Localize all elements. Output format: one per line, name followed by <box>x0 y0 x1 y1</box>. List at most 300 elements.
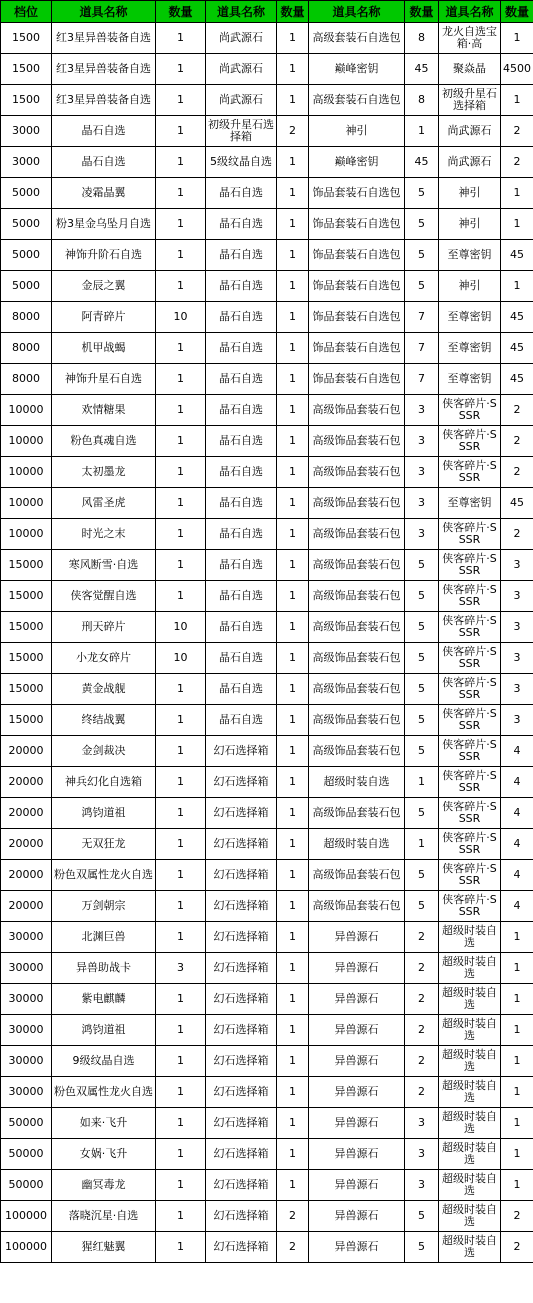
item-name-cell: 神引 <box>439 271 501 302</box>
quantity-cell: 4500 <box>501 54 533 85</box>
item-name-cell: 幻石选择箱 <box>206 860 277 891</box>
quantity-cell: 1 <box>277 178 309 209</box>
quantity-cell: 1 <box>277 860 309 891</box>
item-name-cell: 高级饰品套装石包 <box>309 705 405 736</box>
item-name-cell: 超级时装自选 <box>439 1046 501 1077</box>
quantity-cell: 2 <box>405 984 439 1015</box>
tier-cell: 30000 <box>1 1046 52 1077</box>
tier-cell: 15000 <box>1 612 52 643</box>
quantity-cell: 3 <box>501 705 533 736</box>
quantity-cell: 1 <box>501 209 533 240</box>
quantity-cell: 1 <box>156 457 206 488</box>
header-row <box>1 1 533 23</box>
item-name-cell: 侠客碎片·SSSR <box>439 860 501 891</box>
quantity-cell: 45 <box>501 240 533 271</box>
item-name-cell: 超级时装自选 <box>439 1232 501 1263</box>
tier-cell: 8000 <box>1 364 52 395</box>
item-name-cell: 高级饰品套装石包 <box>309 674 405 705</box>
item-name-cell: 高级饰品套装石包 <box>309 550 405 581</box>
quantity-cell: 8 <box>405 85 439 116</box>
item-name-cell: 幻石选择箱 <box>206 1108 277 1139</box>
table-row <box>1 1108 533 1139</box>
tier-cell: 50000 <box>1 1139 52 1170</box>
quantity-cell: 2 <box>277 1201 309 1232</box>
quantity-cell: 1 <box>277 488 309 519</box>
header-tier: 档位 <box>1 1 52 23</box>
quantity-cell: 1 <box>156 736 206 767</box>
quantity-cell: 5 <box>405 798 439 829</box>
item-name-cell: 粉色双属性龙火自选 <box>52 860 156 891</box>
quantity-cell: 3 <box>501 674 533 705</box>
quantity-cell: 1 <box>156 1201 206 1232</box>
tier-cell: 30000 <box>1 1077 52 1108</box>
quantity-cell: 5 <box>405 736 439 767</box>
tier-cell: 15000 <box>1 581 52 612</box>
quantity-cell: 10 <box>156 302 206 333</box>
tier-cell: 1500 <box>1 54 52 85</box>
header-item-name-1: 道具名称 <box>52 1 156 23</box>
item-name-cell: 幻石选择箱 <box>206 1015 277 1046</box>
item-name-cell: 晶石自选 <box>206 364 277 395</box>
quantity-cell: 1 <box>501 953 533 984</box>
table-row <box>1 488 533 519</box>
item-name-cell: 黄金战舰 <box>52 674 156 705</box>
quantity-cell: 2 <box>405 922 439 953</box>
item-name-cell: 幻石选择箱 <box>206 1139 277 1170</box>
item-name-cell: 初级升星石选择箱 <box>206 116 277 147</box>
tier-cell: 10000 <box>1 519 52 550</box>
item-name-cell: 高级饰品套装石包 <box>309 457 405 488</box>
quantity-cell: 1 <box>156 209 206 240</box>
item-name-cell: 饰品套装石自选包 <box>309 271 405 302</box>
item-name-cell: 小龙女碎片 <box>52 643 156 674</box>
item-name-cell: 至尊密钥 <box>439 364 501 395</box>
quantity-cell: 5 <box>405 240 439 271</box>
item-name-cell: 高级套装石自选包 <box>309 23 405 54</box>
quantity-cell: 1 <box>156 1077 206 1108</box>
quantity-cell: 1 <box>405 767 439 798</box>
item-name-cell: 巅峰密钥 <box>309 147 405 178</box>
quantity-cell: 2 <box>277 1232 309 1263</box>
item-name-cell: 侠客碎片·SSSR <box>439 426 501 457</box>
quantity-cell: 2 <box>501 147 533 178</box>
item-name-cell: 金辰之翼 <box>52 271 156 302</box>
item-name-cell: 幻石选择箱 <box>206 922 277 953</box>
table-row <box>1 240 533 271</box>
quantity-cell: 45 <box>501 364 533 395</box>
table-row <box>1 891 533 922</box>
quantity-cell: 1 <box>277 984 309 1015</box>
quantity-cell: 1 <box>277 1077 309 1108</box>
table-row <box>1 333 533 364</box>
quantity-cell: 5 <box>405 860 439 891</box>
quantity-cell: 1 <box>501 922 533 953</box>
item-name-cell: 超级时装自选 <box>309 767 405 798</box>
tier-cell: 20000 <box>1 829 52 860</box>
quantity-cell: 1 <box>277 395 309 426</box>
item-name-cell: 至尊密钥 <box>439 488 501 519</box>
table-row <box>1 1201 533 1232</box>
table-row <box>1 643 533 674</box>
quantity-cell: 2 <box>501 1201 533 1232</box>
item-name-cell: 神饰升星石自选 <box>52 364 156 395</box>
quantity-cell: 1 <box>156 54 206 85</box>
item-name-cell: 高级饰品套装石包 <box>309 519 405 550</box>
item-name-cell: 欢情糖果 <box>52 395 156 426</box>
quantity-cell: 1 <box>156 364 206 395</box>
quantity-cell: 3 <box>501 612 533 643</box>
table-row <box>1 829 533 860</box>
item-name-cell: 如来·飞升 <box>52 1108 156 1139</box>
quantity-cell: 3 <box>405 1108 439 1139</box>
item-name-cell: 侠客碎片·SSSR <box>439 891 501 922</box>
table-row <box>1 767 533 798</box>
item-name-cell: 至尊密钥 <box>439 240 501 271</box>
tier-cell: 15000 <box>1 550 52 581</box>
item-name-cell: 阿青碎片 <box>52 302 156 333</box>
quantity-cell: 1 <box>501 1139 533 1170</box>
table-row <box>1 364 533 395</box>
item-name-cell: 侠客碎片·SSSR <box>439 550 501 581</box>
quantity-cell: 3 <box>405 1139 439 1170</box>
item-name-cell: 超级时装自选 <box>439 922 501 953</box>
quantity-cell: 1 <box>501 271 533 302</box>
item-name-cell: 异兽源石 <box>309 1201 405 1232</box>
table-row <box>1 54 533 85</box>
item-name-cell: 侠客碎片·SSSR <box>439 736 501 767</box>
table-body <box>1 23 533 1263</box>
item-name-cell: 尚武源石 <box>206 85 277 116</box>
item-name-cell: 幻石选择箱 <box>206 984 277 1015</box>
quantity-cell: 7 <box>405 302 439 333</box>
quantity-cell: 1 <box>501 1077 533 1108</box>
quantity-cell: 1 <box>156 705 206 736</box>
quantity-cell: 1 <box>277 209 309 240</box>
quantity-cell: 2 <box>405 1077 439 1108</box>
item-name-cell: 神兵幻化自选箱 <box>52 767 156 798</box>
quantity-cell: 4 <box>501 767 533 798</box>
item-name-cell: 高级饰品套装石包 <box>309 736 405 767</box>
item-name-cell: 异兽源石 <box>309 1139 405 1170</box>
header-quantity-4: 数量 <box>501 1 533 23</box>
table-row <box>1 1046 533 1077</box>
item-name-cell: 超级时装自选 <box>439 1015 501 1046</box>
quantity-cell: 1 <box>156 550 206 581</box>
table-row <box>1 1232 533 1263</box>
quantity-cell: 5 <box>405 1232 439 1263</box>
quantity-cell: 1 <box>277 736 309 767</box>
quantity-cell: 3 <box>501 550 533 581</box>
quantity-cell: 5 <box>405 705 439 736</box>
quantity-cell: 1 <box>156 922 206 953</box>
quantity-cell: 1 <box>277 674 309 705</box>
item-name-cell: 超级时装自选 <box>439 953 501 984</box>
item-name-cell: 高级饰品套装石包 <box>309 488 405 519</box>
item-name-cell: 落晓沉星·自选 <box>52 1201 156 1232</box>
quantity-cell: 3 <box>405 457 439 488</box>
quantity-cell: 45 <box>405 147 439 178</box>
item-name-cell: 异兽源石 <box>309 953 405 984</box>
item-name-cell: 幻石选择箱 <box>206 1201 277 1232</box>
table-row <box>1 116 533 147</box>
item-name-cell: 凌霜晶翼 <box>52 178 156 209</box>
item-name-cell: 饰品套装石自选包 <box>309 302 405 333</box>
quantity-cell: 7 <box>405 333 439 364</box>
quantity-cell: 1 <box>277 271 309 302</box>
quantity-cell: 1 <box>156 674 206 705</box>
quantity-cell: 7 <box>405 364 439 395</box>
quantity-cell: 1 <box>501 23 533 54</box>
quantity-cell: 1 <box>156 116 206 147</box>
quantity-cell: 1 <box>156 488 206 519</box>
quantity-cell: 45 <box>501 488 533 519</box>
item-name-cell: 神引 <box>309 116 405 147</box>
quantity-cell: 1 <box>156 767 206 798</box>
item-name-cell: 异兽源石 <box>309 1046 405 1077</box>
item-name-cell: 高级饰品套装石包 <box>309 860 405 891</box>
quantity-cell: 1 <box>277 1170 309 1201</box>
quantity-cell: 3 <box>156 953 206 984</box>
item-name-cell: 晶石自选 <box>206 178 277 209</box>
item-name-cell: 聚焱晶 <box>439 54 501 85</box>
quantity-cell: 1 <box>277 829 309 860</box>
item-name-cell: 北渊巨兽 <box>52 922 156 953</box>
item-name-cell: 粉3星金乌坠月自选 <box>52 209 156 240</box>
item-name-cell: 鸿钧道祖 <box>52 798 156 829</box>
item-name-cell: 晶石自选 <box>206 519 277 550</box>
quantity-cell: 1 <box>277 333 309 364</box>
quantity-cell: 1 <box>156 1232 206 1263</box>
item-name-cell: 幻石选择箱 <box>206 829 277 860</box>
tier-cell: 5000 <box>1 209 52 240</box>
quantity-cell: 5 <box>405 891 439 922</box>
quantity-cell: 3 <box>501 643 533 674</box>
table-row <box>1 798 533 829</box>
item-name-cell: 幻石选择箱 <box>206 1077 277 1108</box>
item-name-cell: 高级饰品套装石包 <box>309 643 405 674</box>
quantity-cell: 1 <box>501 1170 533 1201</box>
table-row <box>1 1015 533 1046</box>
quantity-cell: 4 <box>501 891 533 922</box>
item-name-cell: 饰品套装石自选包 <box>309 178 405 209</box>
item-name-cell: 高级饰品套装石包 <box>309 612 405 643</box>
quantity-cell: 3 <box>405 519 439 550</box>
item-name-cell: 尚武源石 <box>206 54 277 85</box>
item-name-cell: 粉色双属性龙火自选 <box>52 1077 156 1108</box>
quantity-cell: 45 <box>501 333 533 364</box>
quantity-cell: 45 <box>405 54 439 85</box>
item-name-cell: 侠客碎片·SSSR <box>439 705 501 736</box>
item-name-cell: 晶石自选 <box>206 457 277 488</box>
tier-cell: 8000 <box>1 333 52 364</box>
tier-cell: 5000 <box>1 271 52 302</box>
quantity-cell: 1 <box>405 116 439 147</box>
table-row <box>1 984 533 1015</box>
quantity-cell: 1 <box>156 581 206 612</box>
item-name-cell: 高级饰品套装石包 <box>309 891 405 922</box>
item-name-cell: 9级纹晶自选 <box>52 1046 156 1077</box>
quantity-cell: 1 <box>501 1108 533 1139</box>
quantity-cell: 1 <box>277 922 309 953</box>
tier-cell: 100000 <box>1 1232 52 1263</box>
item-name-cell: 超级时装自选 <box>309 829 405 860</box>
quantity-cell: 1 <box>156 984 206 1015</box>
item-name-cell: 无双狂龙 <box>52 829 156 860</box>
item-name-cell: 异兽源石 <box>309 1108 405 1139</box>
item-name-cell: 鸿钧道祖 <box>52 1015 156 1046</box>
table-row <box>1 581 533 612</box>
item-name-cell: 异兽源石 <box>309 1232 405 1263</box>
table-row <box>1 953 533 984</box>
item-name-cell: 晶石自选 <box>52 116 156 147</box>
item-name-cell: 饰品套装石自选包 <box>309 333 405 364</box>
quantity-cell: 1 <box>277 1015 309 1046</box>
quantity-cell: 1 <box>156 891 206 922</box>
tier-cell: 1500 <box>1 85 52 116</box>
item-name-cell: 风雷圣虎 <box>52 488 156 519</box>
quantity-cell: 1 <box>277 302 309 333</box>
table-row <box>1 705 533 736</box>
item-name-cell: 万剑朝宗 <box>52 891 156 922</box>
item-name-cell: 超级时装自选 <box>439 1201 501 1232</box>
quantity-cell: 2 <box>501 1232 533 1263</box>
item-name-cell: 超级时装自选 <box>439 1139 501 1170</box>
table-row <box>1 23 533 54</box>
item-name-cell: 侠客碎片·SSSR <box>439 519 501 550</box>
quantity-cell: 1 <box>277 891 309 922</box>
quantity-cell: 1 <box>156 829 206 860</box>
tier-cell: 3000 <box>1 116 52 147</box>
item-name-cell: 晶石自选 <box>206 302 277 333</box>
item-name-cell: 晶石自选 <box>206 395 277 426</box>
table-row <box>1 85 533 116</box>
table-row <box>1 209 533 240</box>
quantity-cell: 1 <box>277 54 309 85</box>
item-name-cell: 晶石自选 <box>52 147 156 178</box>
item-name-cell: 晶石自选 <box>206 426 277 457</box>
item-name-cell: 高级饰品套装石包 <box>309 798 405 829</box>
quantity-cell: 8 <box>405 23 439 54</box>
quantity-cell: 1 <box>277 364 309 395</box>
header-item-name-4: 道具名称 <box>439 1 501 23</box>
quantity-cell: 1 <box>277 1046 309 1077</box>
tier-cell: 20000 <box>1 891 52 922</box>
item-name-cell: 高级饰品套装石包 <box>309 395 405 426</box>
quantity-cell: 1 <box>277 643 309 674</box>
item-name-cell: 异兽源石 <box>309 922 405 953</box>
quantity-cell: 1 <box>277 1139 309 1170</box>
item-name-cell: 晶石自选 <box>206 674 277 705</box>
quantity-cell: 3 <box>501 581 533 612</box>
item-name-cell: 初级升星石选择箱 <box>439 85 501 116</box>
tier-cell: 1500 <box>1 23 52 54</box>
item-name-cell: 金剑裁决 <box>52 736 156 767</box>
table-row <box>1 178 533 209</box>
item-name-cell: 超级时装自选 <box>439 1077 501 1108</box>
item-name-cell: 幻石选择箱 <box>206 1046 277 1077</box>
quantity-cell: 1 <box>405 829 439 860</box>
tier-cell: 15000 <box>1 643 52 674</box>
tier-cell: 20000 <box>1 798 52 829</box>
header-item-name-2: 道具名称 <box>206 1 277 23</box>
item-name-cell: 异兽源石 <box>309 1077 405 1108</box>
header-item-name-3: 道具名称 <box>309 1 405 23</box>
quantity-cell: 2 <box>501 116 533 147</box>
item-name-cell: 至尊密钥 <box>439 302 501 333</box>
header-quantity-2: 数量 <box>277 1 309 23</box>
tier-cell: 20000 <box>1 767 52 798</box>
item-name-cell: 巅峰密钥 <box>309 54 405 85</box>
quantity-cell: 5 <box>405 643 439 674</box>
item-name-cell: 晶石自选 <box>206 488 277 519</box>
item-name-cell: 侠客碎片·SSSR <box>439 674 501 705</box>
table-row <box>1 426 533 457</box>
quantity-cell: 1 <box>156 860 206 891</box>
tier-cell: 5000 <box>1 178 52 209</box>
item-name-cell: 晶石自选 <box>206 705 277 736</box>
quantity-cell: 1 <box>156 271 206 302</box>
quantity-cell: 1 <box>156 1015 206 1046</box>
item-name-cell: 侠客碎片·SSSR <box>439 643 501 674</box>
item-name-cell: 尚武源石 <box>439 116 501 147</box>
item-name-cell: 幻石选择箱 <box>206 767 277 798</box>
tier-cell: 15000 <box>1 674 52 705</box>
item-name-cell: 粉色真魂自选 <box>52 426 156 457</box>
item-name-cell: 尚武源石 <box>206 23 277 54</box>
header-quantity-3: 数量 <box>405 1 439 23</box>
quantity-cell: 1 <box>277 705 309 736</box>
tier-cell: 50000 <box>1 1170 52 1201</box>
quantity-cell: 3 <box>405 1170 439 1201</box>
item-name-cell: 高级饰品套装石包 <box>309 426 405 457</box>
quantity-cell: 10 <box>156 612 206 643</box>
item-name-cell: 侠客碎片·SSSR <box>439 395 501 426</box>
tier-cell: 100000 <box>1 1201 52 1232</box>
item-name-cell: 刑天碎片 <box>52 612 156 643</box>
quantity-cell: 1 <box>277 798 309 829</box>
quantity-cell: 1 <box>156 519 206 550</box>
table-row <box>1 550 533 581</box>
table-row <box>1 457 533 488</box>
quantity-cell: 1 <box>277 612 309 643</box>
quantity-cell: 1 <box>277 1108 309 1139</box>
table-row <box>1 1170 533 1201</box>
quantity-cell: 3 <box>405 426 439 457</box>
item-name-cell: 幻石选择箱 <box>206 798 277 829</box>
quantity-cell: 2 <box>277 116 309 147</box>
quantity-cell: 1 <box>156 147 206 178</box>
item-name-cell: 侠客碎片·SSSR <box>439 829 501 860</box>
quantity-cell: 4 <box>501 829 533 860</box>
item-name-cell: 侠客碎片·SSSR <box>439 798 501 829</box>
quantity-cell: 1 <box>277 85 309 116</box>
item-name-cell: 晶石自选 <box>206 333 277 364</box>
item-name-cell: 异兽源石 <box>309 1015 405 1046</box>
tier-cell: 20000 <box>1 860 52 891</box>
item-name-cell: 晶石自选 <box>206 240 277 271</box>
item-name-cell: 高级套装石自选包 <box>309 85 405 116</box>
item-name-cell: 饰品套装石自选包 <box>309 364 405 395</box>
quantity-cell: 2 <box>405 1046 439 1077</box>
quantity-cell: 1 <box>277 519 309 550</box>
item-name-cell: 饰品套装石自选包 <box>309 209 405 240</box>
tier-cell: 50000 <box>1 1108 52 1139</box>
tier-cell: 10000 <box>1 488 52 519</box>
item-name-cell: 晶石自选 <box>206 612 277 643</box>
item-name-cell: 晶石自选 <box>206 271 277 302</box>
item-name-cell: 侠客碎片·SSSR <box>439 612 501 643</box>
quantity-cell: 2 <box>501 426 533 457</box>
